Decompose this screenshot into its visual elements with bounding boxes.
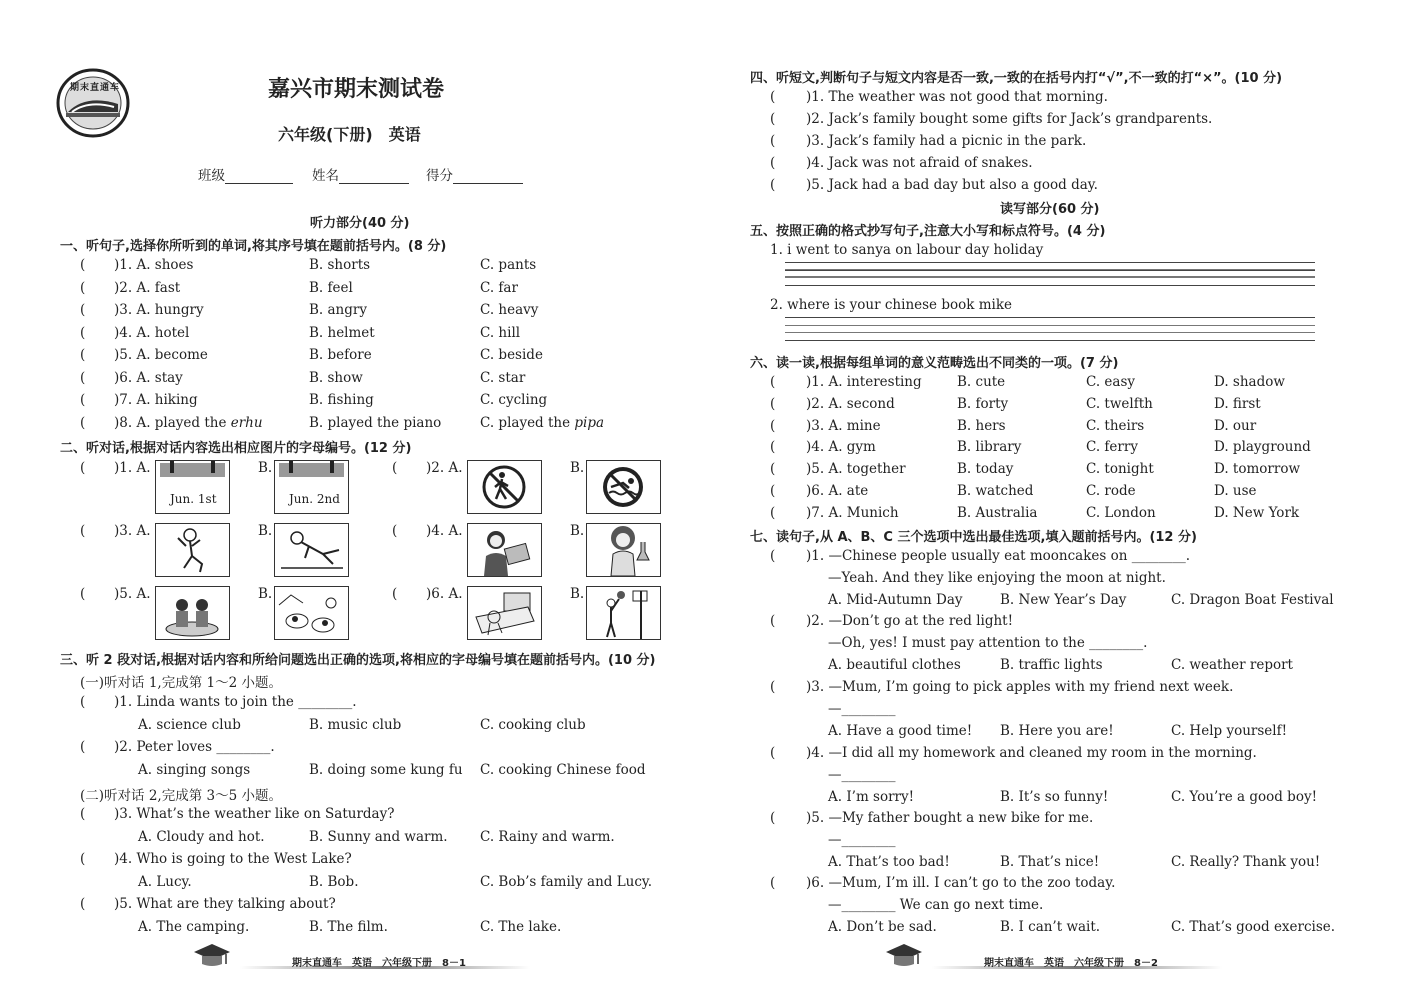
writing-lines-2[interactable] (785, 317, 1315, 341)
answer-paren[interactable]: ( (392, 586, 398, 602)
score-field: 得分 (426, 164, 523, 184)
q1-option-c[interactable]: C. pants (480, 257, 537, 273)
s7-q5-option-c[interactable]: C. Really? Thank you! (1171, 854, 1321, 870)
copy-sentence-2: 2. where is your chinese book mike (770, 297, 1012, 313)
s6-option-c[interactable]: C. London (1086, 504, 1156, 521)
answer-paren[interactable]: ( (770, 133, 776, 149)
s7-q1-option-a[interactable]: A. Mid-Autumn Day (828, 592, 963, 608)
s6-option-d[interactable]: D. New York (1214, 504, 1300, 521)
q1-option-c[interactable]: C. heavy (480, 302, 539, 318)
s7-q6-option-b[interactable]: B. I can’t wait. (1000, 919, 1101, 935)
q1-option-c[interactable]: C. far (480, 279, 518, 296)
q1-option-c[interactable] (480, 415, 604, 431)
s7-q4-option-a[interactable]: A. I’m sorry! (828, 789, 915, 805)
answer-paren[interactable]: ( (770, 461, 776, 478)
q1-option-a[interactable]: )4. A. hotel (114, 324, 190, 341)
s6-option-a[interactable]: )3. A. mine (806, 417, 881, 434)
s7-q2-option-a[interactable]: A. beautiful clothes (828, 657, 961, 673)
name-field: 姓名 (312, 164, 409, 184)
q1-option-c[interactable]: C. hill (480, 324, 521, 341)
girl-lying-picture[interactable] (274, 523, 349, 577)
answer-paren[interactable]: ( (770, 155, 776, 171)
s4-item: )5. Jack had a bad day but also a good day. (806, 177, 1098, 193)
s7-q1-line1: )1. —Chinese people usually eat mooncakes on ________. (806, 548, 1190, 564)
s3-q1-option-a[interactable]: A. science club (138, 716, 241, 733)
s3-q2-option-c[interactable]: C. cooking Chinese food (480, 761, 646, 778)
woman-reading-icon (468, 524, 541, 576)
answer-paren[interactable]: ( (770, 111, 776, 127)
answer-paren[interactable]: ( (770, 745, 776, 761)
italic-word: pipa (574, 414, 605, 431)
option-b-label: B. (570, 586, 585, 602)
s3-q2-option-a[interactable]: A. singing songs (138, 761, 251, 778)
answer-paren[interactable]: ( (392, 523, 398, 539)
answer-paren[interactable]: ( (770, 504, 776, 521)
q1-option-b[interactable]: B. helmet (309, 324, 375, 341)
writing-lines-1b[interactable] (785, 262, 1315, 271)
footer-left: 期末直通车 英语 六年级下册 8－1 (292, 958, 466, 969)
s7-q6-line1: )6. —Mum, I’m ill. I can’t go to the zoo today. (806, 875, 1116, 891)
section4-heading: 四、听短文,判断句子与短文内容是否一致,一致的在括号内打“√”,不一致的打“×”。(10 分) (750, 71, 1283, 86)
no-walking-sign-picture[interactable] (467, 460, 542, 514)
copy-sentence-1: 1. i went to sanya on labour day holiday (770, 242, 1044, 258)
s2-q3: )3. A. (114, 523, 151, 539)
answer-paren[interactable]: ( (770, 374, 776, 390)
s6-option-c[interactable]: C. tonight (1086, 461, 1154, 478)
s6-option-b[interactable]: B. hers (957, 417, 1006, 434)
s4-item: )1. The weather was not good that morning. (806, 89, 1108, 105)
s3-q3-option-a[interactable]: A. Cloudy and hot. (138, 828, 265, 845)
q1-option-c[interactable]: C. cycling (480, 392, 548, 408)
option-b-label: B. (570, 460, 585, 476)
italic-word: erhu (230, 414, 263, 431)
answer-paren[interactable]: ( (80, 523, 86, 539)
s6-option-b[interactable]: B. forty (957, 395, 1009, 412)
answer-paren[interactable]: ( (80, 694, 86, 710)
s7-q4-line1: )4. —I did all my homework and cleaned my room in the morning. (806, 745, 1257, 761)
train-logo-icon (56, 68, 130, 138)
q1-option-b[interactable]: B. played the piano (309, 414, 442, 431)
answer-paren[interactable]: ( (80, 414, 86, 431)
answer-paren[interactable]: ( (392, 460, 398, 476)
no-swimming-icon (587, 461, 660, 513)
lying-girl-icon (275, 524, 348, 576)
s7-q3-line1: )3. —Mum, I’m going to pick apples with my friend next week. (806, 679, 1234, 695)
no-pedestrian-icon (468, 461, 541, 513)
s4-item: )2. Jack’s family bought some gifts for Jack’s grandparents. (806, 111, 1213, 127)
s6-option-a[interactable]: )5. A. together (806, 461, 906, 478)
s3-q3: )3. What’s the weather like on Saturday? (114, 806, 395, 822)
q1-option-b[interactable]: B. show (309, 369, 363, 386)
answer-paren[interactable]: ( (80, 347, 86, 363)
section7-heading: 七、读句子,从 A、B、C 三个选项中选出最佳选项,填入题前括号内。(12 分) (750, 530, 1197, 545)
option-b-label: B. (258, 460, 273, 476)
graduation-cap-icon (884, 942, 924, 968)
answer-paren[interactable]: ( (80, 392, 86, 408)
option-text: C. played the (480, 414, 575, 431)
s7-q5-line2: —________ (828, 832, 896, 848)
s7-q5-option-a[interactable]: A. That’s too bad! (828, 854, 950, 870)
s3-q2-option-b[interactable]: B. doing some kung fu (309, 761, 463, 778)
s6-option-b[interactable]: B. Australia (957, 504, 1038, 521)
s6-option-a[interactable]: )4. A. gym (806, 439, 876, 456)
answer-paren[interactable]: ( (770, 177, 776, 193)
s3-q1-option-b[interactable]: B. music club (309, 716, 402, 733)
s2-q1: )1. A. (114, 460, 151, 476)
s6-option-c[interactable]: C. ferry (1086, 439, 1138, 456)
s2-q4: )4. A. (426, 523, 463, 539)
answer-paren[interactable]: ( (770, 439, 776, 456)
answer-paren[interactable]: ( (80, 806, 86, 822)
woman-reading-picture[interactable] (467, 523, 542, 577)
s3-q1-option-c[interactable]: C. cooking club (480, 716, 586, 733)
s6-option-a[interactable]: )6. A. ate (806, 483, 869, 499)
option-text: )8. A. played the (114, 414, 231, 431)
performers-icon (156, 587, 229, 639)
calendar-jun-2-picture[interactable] (274, 460, 349, 514)
logo-text: 期末直通车 (70, 83, 121, 93)
calendar-date: Jun. 1st (170, 492, 217, 506)
logo (56, 68, 130, 138)
s6-option-d[interactable]: D. playground (1214, 439, 1311, 456)
s3-q5-option-b[interactable]: B. The film. (309, 918, 388, 935)
q1-option-a[interactable]: )3. A. hungry (114, 302, 204, 318)
option-b-label: B. (258, 523, 273, 539)
answer-paren[interactable]: ( (770, 89, 776, 105)
jumping-girl-icon (156, 524, 229, 576)
s6-option-a[interactable]: )2. A. second (806, 395, 895, 412)
s3-q2: )2. Peter loves ________. (114, 739, 275, 755)
s6-option-b[interactable]: B. watched (957, 483, 1034, 499)
scientist-icon (587, 524, 660, 576)
answer-paren[interactable]: ( (770, 417, 776, 434)
section5-heading: 五、按照正确的格式抄写句子,注意大小写和标点符号。(4 分) (750, 224, 1106, 239)
s7-q3-option-a[interactable]: A. Have a good time! (828, 723, 973, 739)
s7-q3-option-c[interactable]: C. Help yourself! (1171, 723, 1288, 739)
s7-q2-option-c[interactable]: C. weather report (1171, 657, 1293, 673)
s3-part1: (一)听对话 1,完成第 1～2 小题。 (80, 675, 282, 691)
s3-q4: )4. Who is going to the West Lake? (114, 851, 352, 867)
s7-q5-option-b[interactable]: B. That’s nice! (1000, 854, 1100, 870)
s3-q5-option-c[interactable]: C. The lake. (480, 918, 562, 935)
s7-q1-option-b[interactable]: B. New Year’s Day (1000, 592, 1127, 608)
q1-option-b[interactable]: B. fishing (309, 392, 374, 408)
s6-option-d[interactable]: D. first (1214, 395, 1261, 412)
s4-item: )3. Jack’s family had a picnic in the park. (806, 133, 1087, 149)
s6-option-d[interactable]: D. use (1214, 483, 1257, 499)
s7-q4-option-c[interactable]: C. You’re a good boy! (1171, 789, 1318, 805)
answer-paren[interactable]: ( (770, 810, 776, 826)
s6-option-a[interactable]: )7. A. Munich (806, 504, 899, 521)
s3-q1: )1. Linda wants to join the ________. (114, 694, 357, 710)
s3-q5: )5. What are they talking about? (114, 896, 336, 912)
answer-paren[interactable]: ( (770, 679, 776, 695)
answer-paren[interactable]: ( (770, 483, 776, 499)
s3-q3-option-c[interactable]: C. Rainy and warm. (480, 828, 615, 845)
q1-option-a[interactable]: )6. A. stay (114, 369, 183, 386)
performers-picture[interactable] (155, 586, 230, 640)
answer-paren[interactable]: ( (80, 460, 86, 476)
section6-heading: 六、读一读,根据每组单词的意义范畴选出不同类的一项。(7 分) (750, 356, 1119, 371)
s7-q2-line2: —Oh, yes! I must pay attention to the ________. (828, 635, 1148, 651)
q1-option-b[interactable]: B. feel (309, 279, 353, 296)
s6-option-a[interactable]: )1. A. interesting (806, 374, 922, 390)
s3-q3-option-b[interactable]: B. Sunny and warm. (309, 828, 448, 845)
no-swimming-sign-picture[interactable] (586, 460, 661, 514)
reading-title: 读写部分(60 分) (1000, 202, 1100, 217)
page-title: 嘉兴市期末测试卷 (268, 76, 445, 102)
q1-option-b[interactable]: B. shorts (309, 257, 371, 273)
s7-q1-line2: —Yeah. And they like enjoying the moon at night. (828, 570, 1166, 586)
s6-option-b[interactable]: B. cute (957, 374, 1006, 390)
s7-q1-option-c[interactable]: C. Dragon Boat Festival (1171, 592, 1334, 608)
scientist-picture[interactable] (586, 523, 661, 577)
q1-option-a[interactable]: )7. A. hiking (114, 392, 198, 408)
s3-part2: (二)听对话 2,完成第 3～5 小题。 (80, 788, 282, 804)
basketball-player-picture[interactable] (586, 586, 661, 640)
basketball-icon (587, 587, 660, 639)
s6-option-c[interactable]: C. twelfth (1086, 395, 1153, 412)
calendar-jun-1-picture[interactable] (155, 460, 230, 514)
answer-paren[interactable]: ( (80, 257, 86, 273)
s7-q3-line2: —________ (828, 701, 896, 717)
answer-paren[interactable]: ( (80, 324, 86, 341)
answer-paren[interactable]: ( (770, 395, 776, 412)
s3-q5-option-a[interactable]: A. The camping. (138, 918, 250, 935)
s7-q3-option-b[interactable]: B. Here you are! (1000, 723, 1114, 739)
s7-q4-option-b[interactable]: B. It’s so funny! (1000, 789, 1109, 805)
s3-q4-option-a[interactable]: A. Lucy. (138, 873, 192, 890)
answer-paren[interactable]: ( (770, 548, 776, 564)
s3-q4-option-b[interactable]: B. Bob. (309, 873, 359, 890)
answer-paren[interactable]: ( (80, 739, 86, 755)
s6-option-d[interactable]: D. our (1214, 417, 1257, 434)
answer-paren[interactable]: ( (80, 586, 86, 602)
option-b-label: B. (570, 523, 585, 539)
q1-option-a[interactable]: )2. A. fast (114, 279, 181, 296)
farm-animals-picture[interactable] (274, 586, 349, 640)
s3-q4-option-c[interactable]: C. Bob’s family and Lucy. (480, 873, 653, 890)
s2-q2: )2. A. (426, 460, 463, 476)
answer-paren[interactable]: ( (80, 896, 86, 912)
s6-option-d[interactable]: D. shadow (1214, 374, 1285, 390)
girl-jumping-picture[interactable] (155, 523, 230, 577)
option-b-label: B. (258, 586, 273, 602)
s7-q6-line2: —________ We can go next time. (828, 897, 1044, 913)
computer-icon (468, 587, 541, 639)
section2-heading: 二、听对话,根据对话内容选出相应图片的字母编号。(12 分) (60, 441, 412, 456)
q1-option-b[interactable]: B. angry (309, 302, 367, 318)
s6-option-d[interactable]: D. tomorrow (1214, 461, 1300, 478)
s6-option-c[interactable]: C. easy (1086, 374, 1136, 390)
q1-option-a[interactable]: )5. A. become (114, 347, 208, 363)
s6-option-b[interactable]: B. today (957, 461, 1014, 478)
q1-option-b[interactable]: B. before (309, 347, 372, 363)
q1-option-c[interactable]: C. star (480, 369, 526, 386)
answer-paren[interactable]: ( (80, 302, 86, 318)
s6-option-c[interactable]: C. rode (1086, 483, 1136, 499)
answer-paren[interactable]: ( (80, 369, 86, 386)
s4-item: )4. Jack was not afraid of snakes. (806, 155, 1033, 171)
footer-right: 期末直通车 英语 六年级下册 8－2 (984, 958, 1158, 969)
cows-icon (275, 587, 348, 639)
listening-title: 听力部分(40 分) (310, 216, 410, 231)
s7-q2-line1: )2. —Don’t go at the red light! (806, 613, 1014, 629)
page-subtitle: 六年级(下册) 英语 (278, 125, 421, 144)
q1-option-a[interactable] (114, 415, 263, 431)
answer-paren[interactable]: ( (770, 613, 776, 629)
q1-option-c[interactable]: C. beside (480, 347, 543, 363)
section3-heading: 三、听 2 段对话,根据对话内容和所给问题选出正确的选项,将相应的字母编号填在题前括号内。(10 分) (60, 653, 656, 668)
s2-q5: )5. A. (114, 586, 151, 602)
s7-q6-option-c[interactable]: C. That’s good exercise. (1171, 919, 1336, 935)
q1-option-a[interactable]: )1. A. shoes (114, 257, 194, 273)
s6-option-c[interactable]: C. theirs (1086, 417, 1145, 434)
s7-q5-line1: )5. —My father bought a new bike for me. (806, 810, 1094, 826)
s7-q4-line2: —________ (828, 767, 896, 783)
s7-q2-option-b[interactable]: B. traffic lights (1000, 657, 1103, 673)
graduation-cap-icon (192, 942, 232, 968)
class-field: 班级 (198, 164, 293, 184)
answer-paren[interactable]: ( (80, 851, 86, 867)
computer-desk-picture[interactable] (467, 586, 542, 640)
answer-paren[interactable]: ( (80, 279, 86, 296)
answer-paren[interactable]: ( (770, 875, 776, 891)
s2-q6: )6. A. (426, 586, 463, 602)
s7-q6-option-a[interactable]: A. Don’t be sad. (828, 919, 937, 935)
section1-heading: 一、听句子,选择你所听到的单词,将其序号填在题前括号内。(8 分) (60, 239, 447, 254)
s6-option-b[interactable]: B. library (957, 439, 1022, 456)
calendar-date: Jun. 2nd (289, 492, 340, 506)
